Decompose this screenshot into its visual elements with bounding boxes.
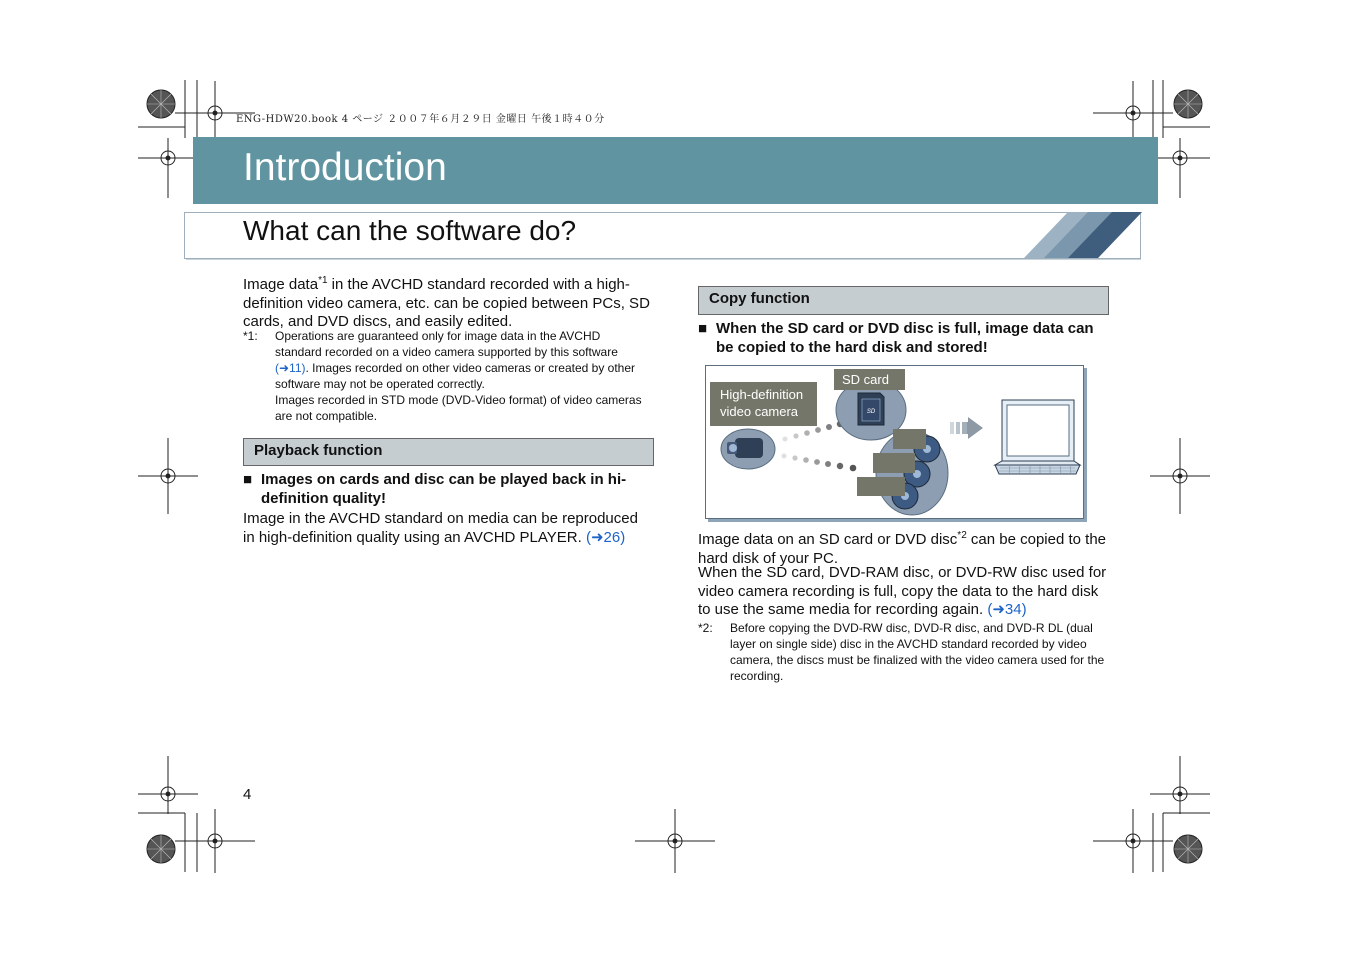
footnote-1-text-extra: Images recorded in STD mode (DVD-Video format) of video cameras are not compatible.	[275, 393, 642, 423]
copy-text-2: When the SD card, DVD-RAM disc, or DVD-RW disc used for video camera recording is full, copy the data to the hard disk to use the same media for recording again.	[698, 564, 1107, 618]
copy-text-1-start: Image data on an SD card or DVD disc	[698, 531, 958, 548]
footnote-2-marker: *2:	[698, 621, 713, 635]
playback-subheading: Images on cards and disc can be played back in hi-definition quality!	[261, 471, 627, 507]
footnote-2: Before copying the DVD-RW disc, DVD-R disc, and DVD-R DL (dual layer on single side) disc in the AVCHD standard recorded by video camera, the discs must be finalized with the video camera used for the recording.	[730, 621, 1105, 683]
footnote-1-link[interactable]: (➜11)	[275, 361, 306, 375]
sdcard-label: SD card	[834, 369, 905, 390]
page-title: What can the software do?	[243, 215, 577, 246]
footnote-1-text: Operations are guaranteed only for image data in the AVCHD standard recorded on a video camera supported by this software	[275, 329, 618, 359]
copy-paragraph-2	[698, 564, 1110, 620]
copy-text-1-end: can be copied to the hard disk of your PC.	[698, 531, 1107, 567]
footnote-1-marker: *1:	[243, 329, 258, 343]
page-number: 4	[243, 786, 252, 803]
copy-section-heading: Copy function	[698, 286, 1109, 315]
sd-card-icon	[858, 393, 884, 425]
file-header: ENG-HDW20.book 4 ページ ２００７年６月２９日 金曜日 午後１時４０分	[236, 114, 605, 125]
copy-bullet: ■	[698, 320, 708, 337]
copy-paragraph-1	[698, 527, 1108, 568]
playback-text: Image in the AVCHD standard on media can be reproduced in high-definition quality using an AVCHD PLAYER.	[243, 510, 638, 546]
camera-label: High-definition video camera	[710, 382, 817, 426]
playback-section-heading: Playback function	[243, 438, 654, 466]
intro-paragraph	[243, 272, 653, 332]
sd-logo-text: SD	[866, 409, 876, 415]
intro-text-start: Image data	[243, 276, 319, 293]
playback-link[interactable]: (➜26)	[585, 528, 626, 546]
laptop-pc-icon	[995, 400, 1080, 474]
footnote-1	[275, 328, 650, 424]
footnote-ref-1: *1	[318, 275, 328, 286]
footnote-1-text-cont: . Images recorded on other video cameras or created by other software may not be operated correctly.	[275, 361, 636, 391]
copy-arrow-icon	[950, 417, 983, 439]
copy-link[interactable]: (➜34)	[987, 601, 1027, 618]
playback-bullet: ■	[243, 471, 253, 488]
intro-text-end: in the AVCHD standard recorded with a high-definition video camera, etc. can be copied between PCs, SD cards, and DVD discs, and easily edited.	[243, 276, 650, 330]
chapter-title: Introduction	[243, 146, 447, 189]
copy-subheading: When the SD card or DVD disc is full, image data can be copied to the hard disk and stored!	[716, 320, 1094, 356]
footnote-ref-2: *2	[957, 530, 967, 541]
title-stripes-decoration	[1024, 211, 1144, 259]
playback-paragraph	[243, 510, 653, 547]
